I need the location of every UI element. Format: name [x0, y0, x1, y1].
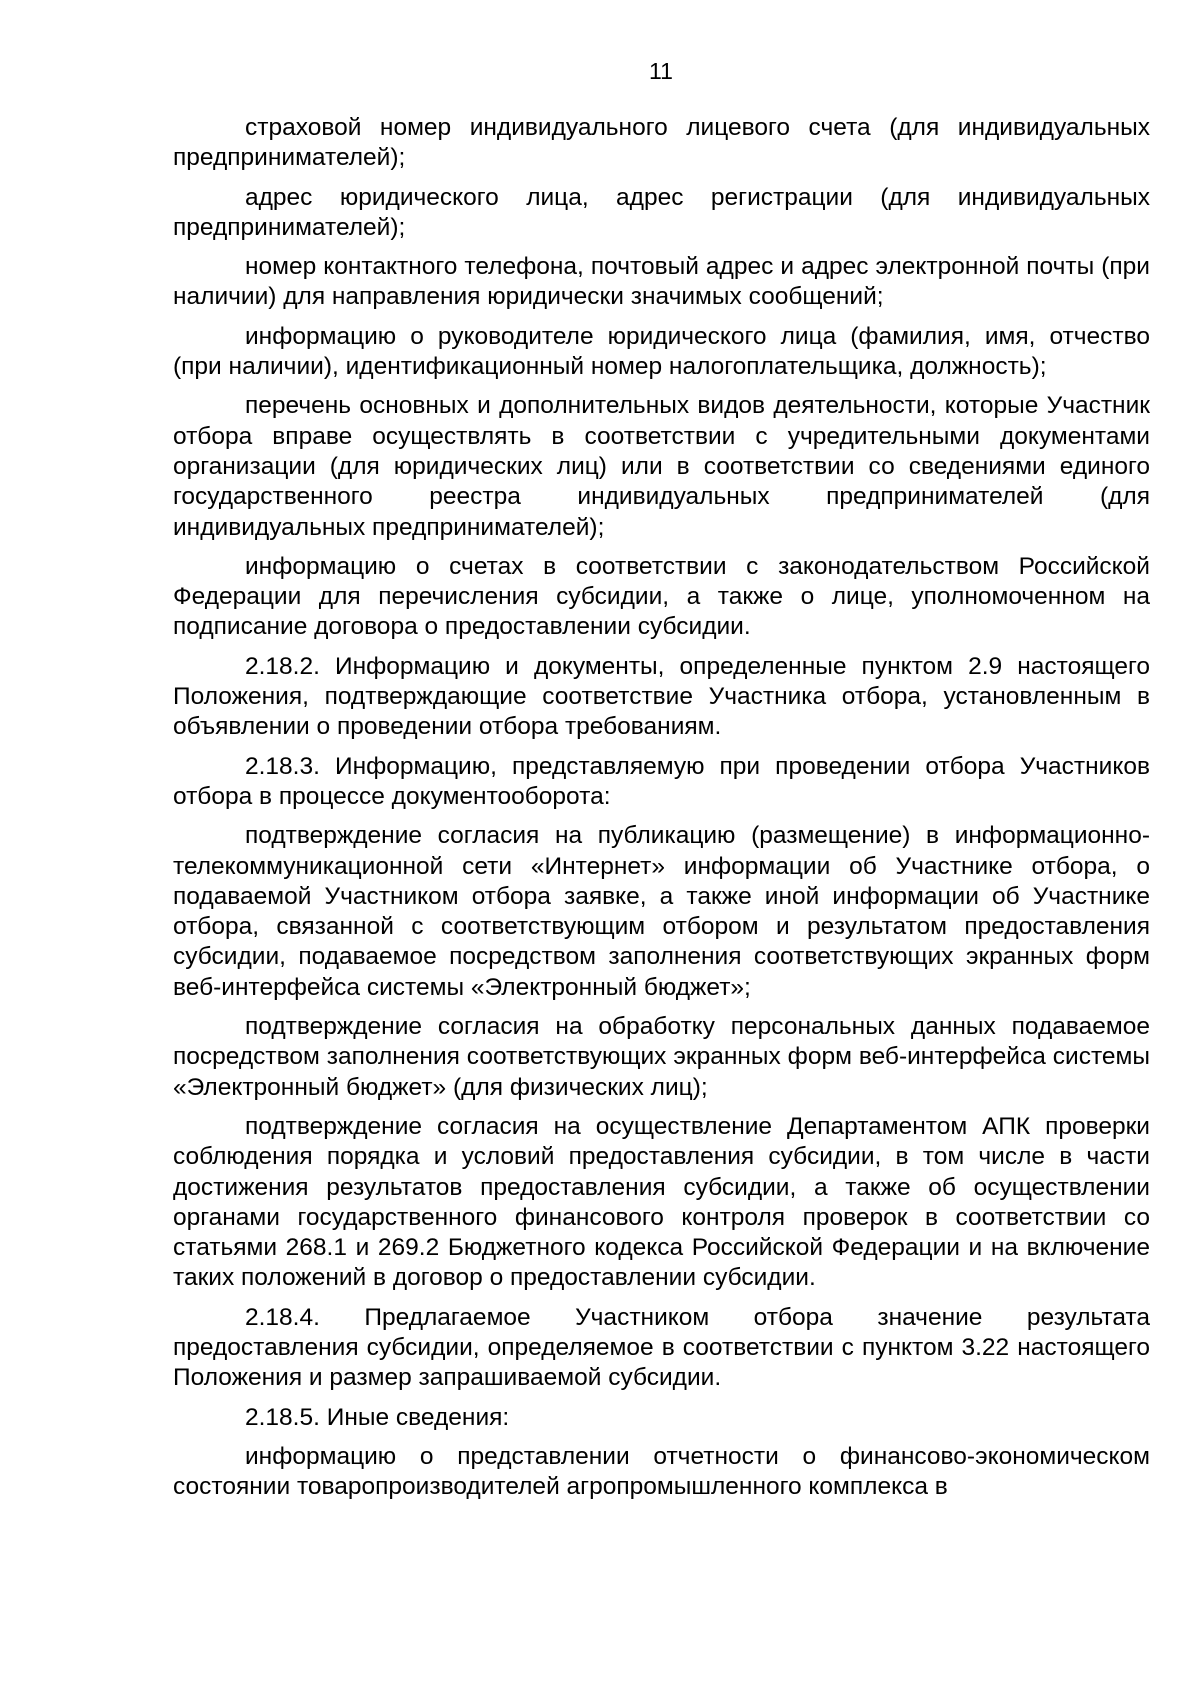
paragraph-accounts: информацию о счетах в соответствии с законодательством Российской Федерации для перечисления субсидии, а также о лице, уполномоченном на подписание договора о предоставлении субсидии.	[173, 552, 1150, 641]
paragraph-2-18-3: 2.18.3. Информацию, представляемую при проведении отбора Участников отбора в процессе документооборота:	[173, 752, 1150, 810]
document-body	[173, 113, 1150, 1511]
paragraph-2-18-4: 2.18.4. Предлагаемое Участником отбора значение результата предоставления субсидии, определяемое в соответствии с пунктом 3.22 настоящего Положения и размер запрашиваемой субсидии.	[173, 1303, 1150, 1392]
paragraph-consent-personal-data: подтверждение согласия на обработку персональных данных подаваемое посредством заполнения соответствующих экранных форм веб-интерфейса системы «Электронный бюджет» (для физических лиц);	[173, 1013, 1150, 1101]
paragraph-activities: перечень основных и дополнительных видов деятельности, которые Участник отбора вправе осуществлять в соответствии с учредительными документами организации (для юридических лиц) или в соответствии со сведениями единого государственного реестра индивидуальных предпринимателей (для индивидуальных предпринимателей);	[173, 392, 1150, 541]
paragraph-head-info: информацию о руководителе юридического лица (фамилия, имя, отчество (при наличии), идентификационный номер налогоплательщика, должность);	[173, 322, 1150, 381]
paragraph-consent-publication: подтверждение согласия на публикацию (размещение) в информационно-телекоммуникационной сети «Интернет» информации об Участнике отбора, о подаваемой Участником отбора заявке, а также иной информации об Участнике отбора, связанной с соответствующим отбором и результатом предоставления субсидии, подаваемое посредством заполнения соответствующих экранных форм веб-интерфейса системы «Электронный бюджет»;	[173, 822, 1150, 1001]
paragraph-contacts: номер контактного телефона, почтовый адрес и адрес электронной почты (при наличии) для направления юридически значимых сообщений;	[173, 253, 1150, 311]
paragraph-2-18-2: 2.18.2. Информацию и документы, определенные пунктом 2.9 настоящего Положения, подтверждающие соответствие Участника отбора, установленным в объявлении о проведении отбора требованиям.	[173, 652, 1150, 741]
paragraph-consent-inspection: подтверждение согласия на осуществление Департаментом АПК проверки соблюдения порядка и условий предоставления субсидии, в том числе в части достижения результатов предоставления субсидии, а также об осуществлении органами государственного финансового контроля проверок в соответствии со статьями 268.1 и 269.2 Бюджетного кодекса Российской Федерации и на включение таких положений в договор о предоставлении субсидии.	[173, 1112, 1150, 1292]
paragraph-2-18-5: 2.18.5. Иные сведения:	[245, 1403, 510, 1431]
paragraph-reporting: информацию о представлении отчетности о финансово-экономическом состоянии товаропроизводителей агропромышленного комплекса в	[173, 1442, 1150, 1501]
paragraph-snils: страховой номер индивидуального лицевого счета (для индивидуальных предпринимателей);	[173, 114, 1150, 172]
paragraph-address: адрес юридического лица, адрес регистрации (для индивидуальных предпринимателей);	[173, 183, 1150, 241]
page-number: 11	[649, 58, 673, 84]
